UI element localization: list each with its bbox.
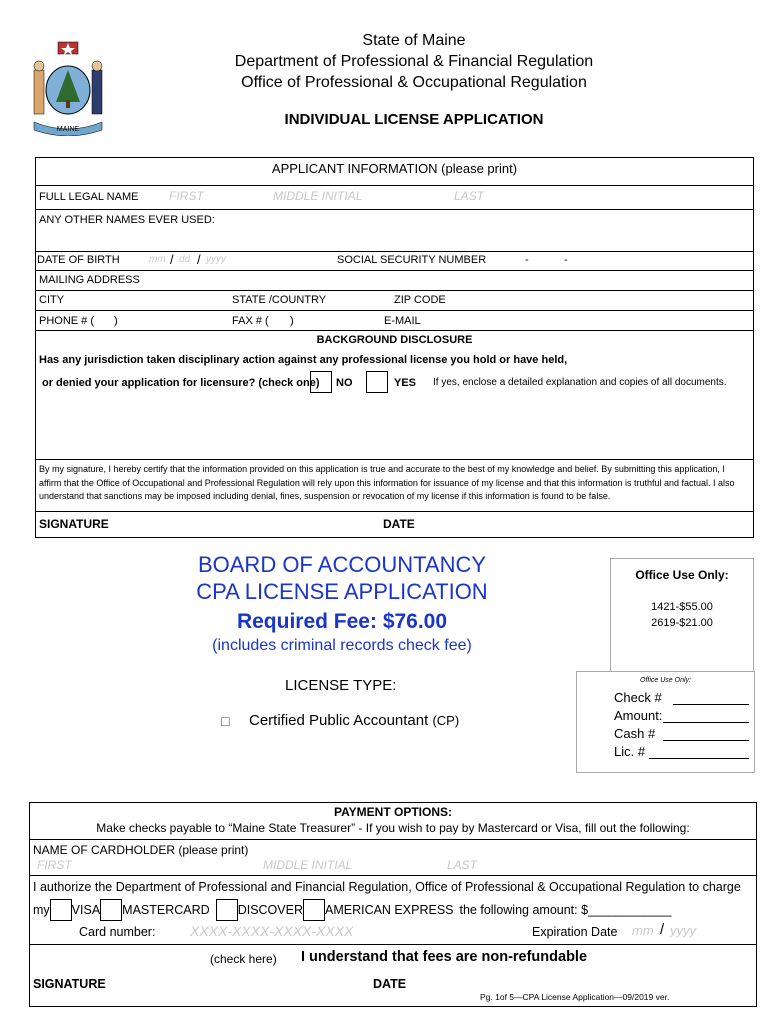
signature-label: SIGNATURE bbox=[39, 517, 109, 531]
disciplinary-question-line2: or denied your application for licensure? (check one) bbox=[42, 377, 320, 389]
date-label: DATE bbox=[383, 517, 415, 531]
expiration-month-field[interactable]: mm bbox=[632, 923, 654, 938]
background-disclosure-title: BACKGROUND DISCLOSURE bbox=[316, 334, 473, 346]
check-here-label: (check here) bbox=[210, 952, 277, 966]
cpa-application-title: CPA LICENSE APPLICATION bbox=[196, 579, 488, 604]
charge-amount: the following amount: $____________ bbox=[459, 903, 672, 917]
last-name-field[interactable]: LAST bbox=[454, 189, 485, 203]
cpa-license-checkbox[interactable]: □ bbox=[221, 713, 230, 729]
cpa-license-option bbox=[249, 712, 459, 729]
cash-number-line bbox=[663, 740, 749, 741]
office-use-box bbox=[610, 558, 754, 674]
applicant-information-box bbox=[35, 157, 754, 538]
visa-checkbox[interactable] bbox=[50, 899, 72, 921]
ssn-separator: - bbox=[564, 254, 568, 266]
middle-initial-field[interactable]: MIDDLE INITIAL bbox=[273, 189, 363, 203]
svg-text:MAINE: MAINE bbox=[56, 126, 80, 133]
board-title: BOARD OF ACCOUNTANCY bbox=[197, 552, 487, 577]
city-label: CITY bbox=[39, 294, 65, 306]
dob-month-field[interactable]: mm bbox=[149, 254, 166, 265]
license-number-line bbox=[649, 758, 749, 759]
disciplinary-question-line1: Has any jurisdiction taken disciplinary action against any professional license you hold or have held, bbox=[39, 354, 568, 366]
amex-checkbox[interactable] bbox=[303, 899, 325, 921]
payment-options-box bbox=[29, 802, 757, 1007]
yes-label: YES bbox=[394, 377, 417, 389]
amount-label: Amount: bbox=[614, 708, 663, 723]
fee-code-2: 2619-$21.00 bbox=[651, 617, 713, 629]
expiration-year-field[interactable]: yyyy bbox=[670, 923, 696, 938]
visa-label: VISA bbox=[71, 903, 101, 917]
payment-signature-label: SIGNATURE bbox=[33, 977, 106, 991]
phone-label: PHONE # ( bbox=[39, 315, 95, 327]
card-type-row bbox=[33, 899, 671, 921]
cardholder-name-label: NAME OF CARDHOLDER (please print) bbox=[33, 843, 249, 857]
department-name: Department of Professional & Financial Regulation bbox=[234, 53, 594, 70]
check-number-line bbox=[673, 704, 749, 705]
cpa-option-code: (CP) bbox=[432, 713, 460, 728]
my-label: my bbox=[33, 903, 50, 917]
cash-number-label: Cash # bbox=[614, 726, 656, 741]
full-legal-name-label: FULL LEGAL NAME bbox=[39, 191, 139, 203]
fee-code-1: 1421-$55.00 bbox=[651, 601, 713, 613]
required-fee: Required Fee: $76.00 bbox=[236, 610, 448, 633]
zip-code-label: ZIP CODE bbox=[394, 294, 446, 306]
expiration-separator: / bbox=[660, 921, 665, 938]
license-type-label: LICENSE TYPE: bbox=[285, 677, 397, 694]
first-name-field[interactable]: FIRST bbox=[169, 189, 204, 203]
ssn-label: SOCIAL SECURITY NUMBER bbox=[337, 254, 487, 266]
office-use-small-title: Office Use Only: bbox=[640, 677, 691, 684]
date-of-birth-label: DATE OF BIRTH bbox=[37, 254, 120, 266]
page-footer: Pg. 1of 5—CPA License Application—09/2019 ver. bbox=[480, 992, 670, 1002]
expiration-date-label: Expiration Date bbox=[532, 925, 618, 939]
cardholder-last-field[interactable]: LAST bbox=[447, 858, 478, 872]
mailing-address-label: MAILING ADDRESS bbox=[39, 274, 140, 286]
amex-label: AMERICAN EXPRESS bbox=[324, 903, 454, 917]
payment-options-title: PAYMENT OPTIONS: bbox=[333, 805, 452, 819]
state-name: State of Maine bbox=[362, 32, 466, 49]
cardholder-first-field[interactable]: FIRST bbox=[37, 858, 72, 872]
dob-separator: / bbox=[197, 252, 201, 267]
no-checkbox[interactable] bbox=[310, 371, 332, 393]
no-label: NO bbox=[336, 377, 353, 389]
payment-instructions: Make checks payable to “Maine State Treasurer” - If you wish to pay by Mastercard or Visa, fill out the following: bbox=[96, 821, 690, 835]
fax-paren: ) bbox=[290, 315, 294, 327]
authorization-text: I authorize the Department of Professional and Financial Regulation, Office of Professional & Occupational Regulation to charge bbox=[33, 880, 741, 894]
fee-note: (includes criminal records check fee) bbox=[212, 637, 472, 654]
applicant-section-title: APPLICANT INFORMATION (please print) bbox=[271, 161, 518, 176]
fax-label: FAX # ( bbox=[232, 315, 269, 327]
dob-separator: / bbox=[170, 252, 174, 267]
cardholder-middle-field[interactable]: MIDDLE INITIAL bbox=[263, 858, 353, 872]
payment-date-label: DATE bbox=[373, 977, 407, 991]
yes-checkbox[interactable] bbox=[366, 371, 388, 393]
state-country-label: STATE /COUNTRY bbox=[232, 294, 327, 306]
dob-day-field[interactable]: dd bbox=[179, 254, 191, 265]
discover-label: DISCOVER bbox=[237, 903, 303, 917]
card-number-field[interactable]: XXXX-XXXX-XXXX-XXXX bbox=[190, 923, 354, 939]
check-number-label: Check # bbox=[614, 690, 662, 705]
phone-paren: ) bbox=[114, 315, 118, 327]
amount-line bbox=[663, 722, 749, 723]
discover-checkbox[interactable] bbox=[216, 899, 238, 921]
if-yes-instructions: If yes, enclose a detailed explanation and copies of all documents. bbox=[433, 377, 727, 388]
cpa-option-label: Certified Public Accountant bbox=[249, 712, 429, 729]
office-use-title: Office Use Only: bbox=[635, 568, 729, 582]
office-name: Office of Professional & Occupational Regulation bbox=[241, 74, 587, 91]
certification-statement: By my signature, I hereby certify that the information provided on this application is true and accurate to the best of my knowledge and belief. By submitting this application, I affirm that the Office of Occupational and Professional Regulation will rely upon this information for issuance of my license and that this information is truthful and factual. I also understand that sanctions may be imposed including denial, fines, suspension or revocation of my license if this information is found to be false. bbox=[39, 464, 735, 501]
card-number-label: Card number: bbox=[79, 925, 156, 939]
form-title: INDIVIDUAL LICENSE APPLICATION bbox=[284, 111, 544, 128]
dob-year-field[interactable]: yyyy bbox=[206, 254, 226, 265]
nonrefundable-acknowledgement[interactable]: I understand that fees are non-refundable bbox=[301, 949, 588, 965]
mastercard-label: MASTERCARD bbox=[122, 903, 210, 917]
ssn-separator: - bbox=[525, 254, 529, 266]
email-label: E-MAIL bbox=[384, 315, 421, 327]
office-use-payment-box bbox=[576, 671, 755, 773]
mastercard-checkbox[interactable] bbox=[100, 899, 122, 921]
license-number-label: Lic. # bbox=[614, 744, 646, 759]
other-names-label: ANY OTHER NAMES EVER USED: bbox=[39, 214, 215, 226]
